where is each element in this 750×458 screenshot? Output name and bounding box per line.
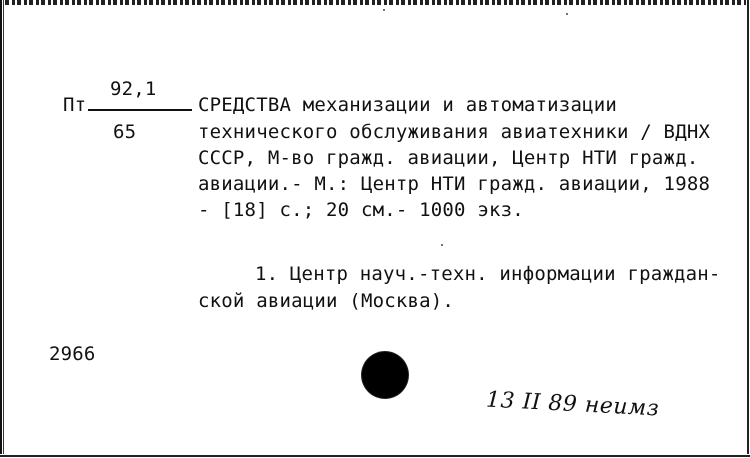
paper-speck	[441, 244, 443, 246]
punch-hole	[362, 352, 408, 398]
description-line: - [18] с.; 20 см.- 1000 экз.	[198, 199, 524, 221]
handwritten-note: 13 ІІ 89 неимз	[485, 387, 660, 422]
subject-note-line: ской авиации (Москва).	[198, 290, 455, 312]
shelf-mark-bottom: 65	[113, 121, 137, 143]
subject-note-line: 1. Центр науч.-техн. информации граждан-	[255, 263, 721, 285]
paper-speck	[383, 9, 385, 11]
shelf-mark-top: 92,1	[110, 78, 157, 100]
description-line: технического обслуживания авиатехники / ВДНХ	[198, 121, 711, 143]
card-left-border	[0, 0, 5, 458]
card-right-border	[746, 0, 750, 458]
shelf-mark-underline	[88, 109, 192, 111]
paper-speck	[566, 13, 568, 15]
card-bottom-border	[0, 454, 750, 458]
card-top-border	[0, 0, 750, 5]
description-line: СРЕДСТВА механизации и автоматизации	[198, 94, 618, 116]
description-line: авиации.- М.: Центр НТИ гражд. авиации, 1988	[198, 173, 711, 195]
description-line: СССР, М-во гражд. авиации, Центр НТИ гражд.	[198, 147, 699, 169]
shelf-mark-prefix: Пт	[63, 94, 87, 116]
card-number: 2966	[49, 343, 96, 365]
